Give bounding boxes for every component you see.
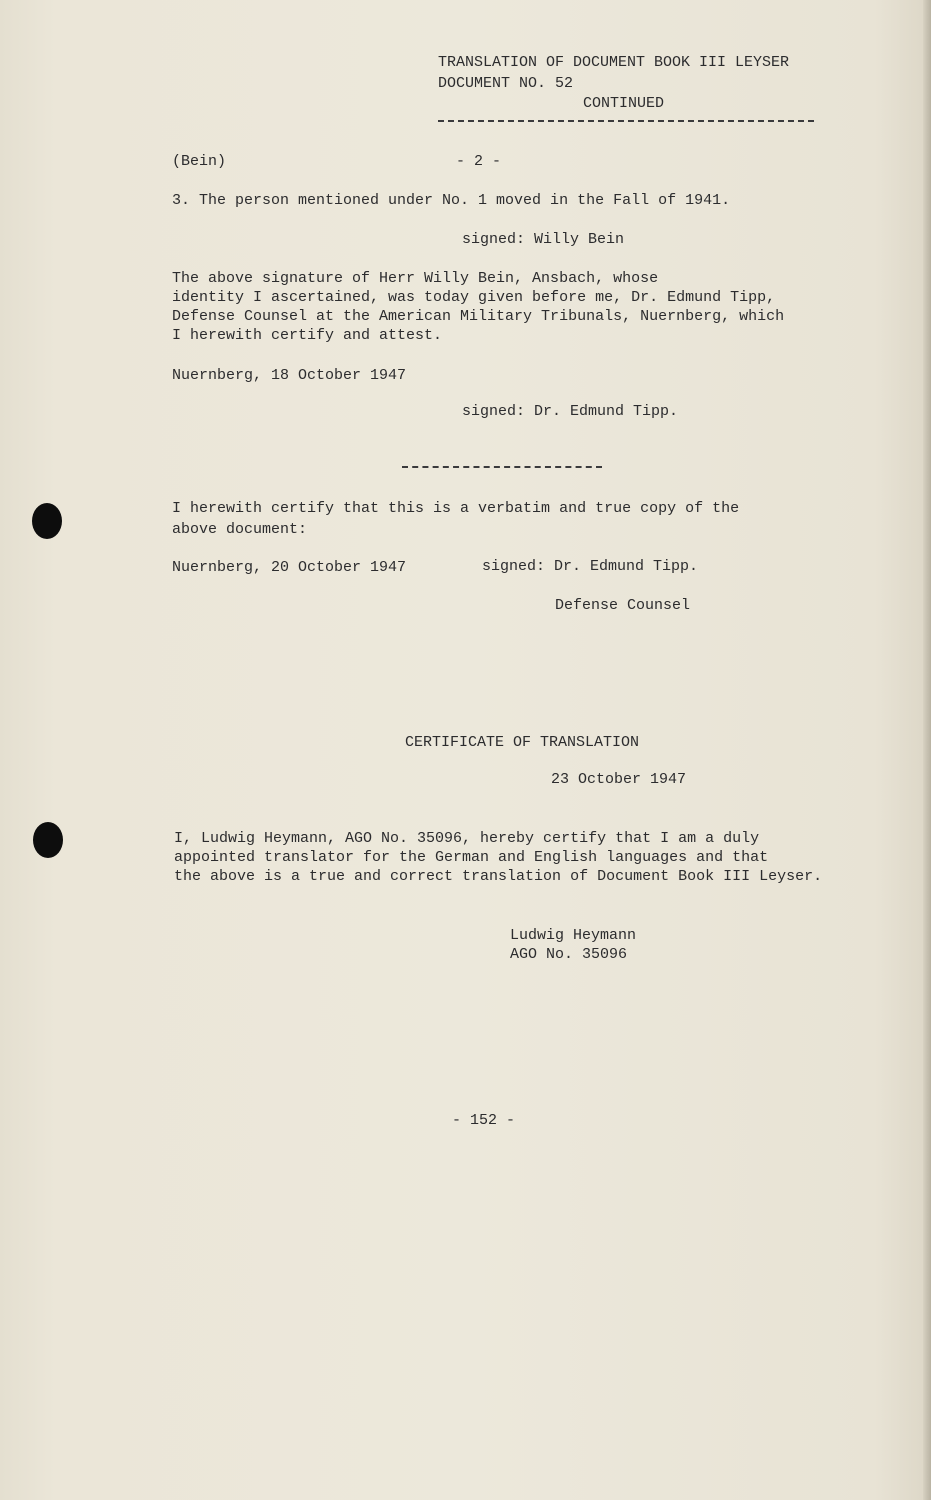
punch-hole-lower xyxy=(33,822,63,858)
attestation-line-4: I herewith certify and attest. xyxy=(172,327,443,344)
statement-item-3: 3. The person mentioned under No. 1 moved in the Fall of 1941. xyxy=(172,192,731,209)
attestation-line-3: Defense Counsel at the American Military Tribunals, Nuernberg, which xyxy=(172,308,785,325)
header-continued: CONTINUED xyxy=(583,95,665,112)
translator-ago-number: AGO No. 35096 xyxy=(510,946,628,963)
page-edge-shadow xyxy=(923,0,931,1500)
translation-cert-line-2: appointed translator for the German and English languages and that xyxy=(174,849,769,866)
translation-cert-line-1: I, Ludwig Heymann, AGO No. 35096, hereby certify that I am a duly xyxy=(174,830,760,847)
translation-cert-date: 23 October 1947 xyxy=(551,771,687,788)
copy-cert-title: Defense Counsel xyxy=(555,597,691,614)
copy-cert-line-2: above document: xyxy=(172,521,308,538)
header-rule xyxy=(438,120,814,122)
page-number: - 152 - xyxy=(452,1112,516,1129)
page-ref-number: - 2 - xyxy=(456,153,502,170)
page-ref-name: (Bein) xyxy=(172,153,227,170)
punch-hole-upper xyxy=(32,503,62,539)
attestation-line-2: identity I ascertained, was today given before me, Dr. Edmund Tipp, xyxy=(172,289,776,306)
translator-signature: Ludwig Heymann xyxy=(510,927,637,944)
header-document-number: DOCUMENT NO. 52 xyxy=(438,75,574,92)
attestation-line-1: The above signature of Herr Willy Bein, Ansbach, whose xyxy=(172,270,659,287)
attestation-signature: signed: Dr. Edmund Tipp. xyxy=(462,403,679,420)
translation-cert-heading: CERTIFICATE OF TRANSLATION xyxy=(405,734,640,751)
copy-cert-signature: signed: Dr. Edmund Tipp. xyxy=(482,558,699,575)
copy-cert-place-date: Nuernberg, 20 October 1947 xyxy=(172,559,407,576)
copy-cert-line-1: I herewith certify that this is a verbatim and true copy of the xyxy=(172,500,740,517)
attestation-place-date: Nuernberg, 18 October 1947 xyxy=(172,367,407,384)
statement-signature: signed: Willy Bein xyxy=(462,231,625,248)
translation-cert-line-3: the above is a true and correct translation of Document Book III Leyser. xyxy=(174,868,823,885)
header-title: TRANSLATION OF DOCUMENT BOOK III LEYSER xyxy=(438,54,790,71)
section-divider xyxy=(402,466,602,468)
